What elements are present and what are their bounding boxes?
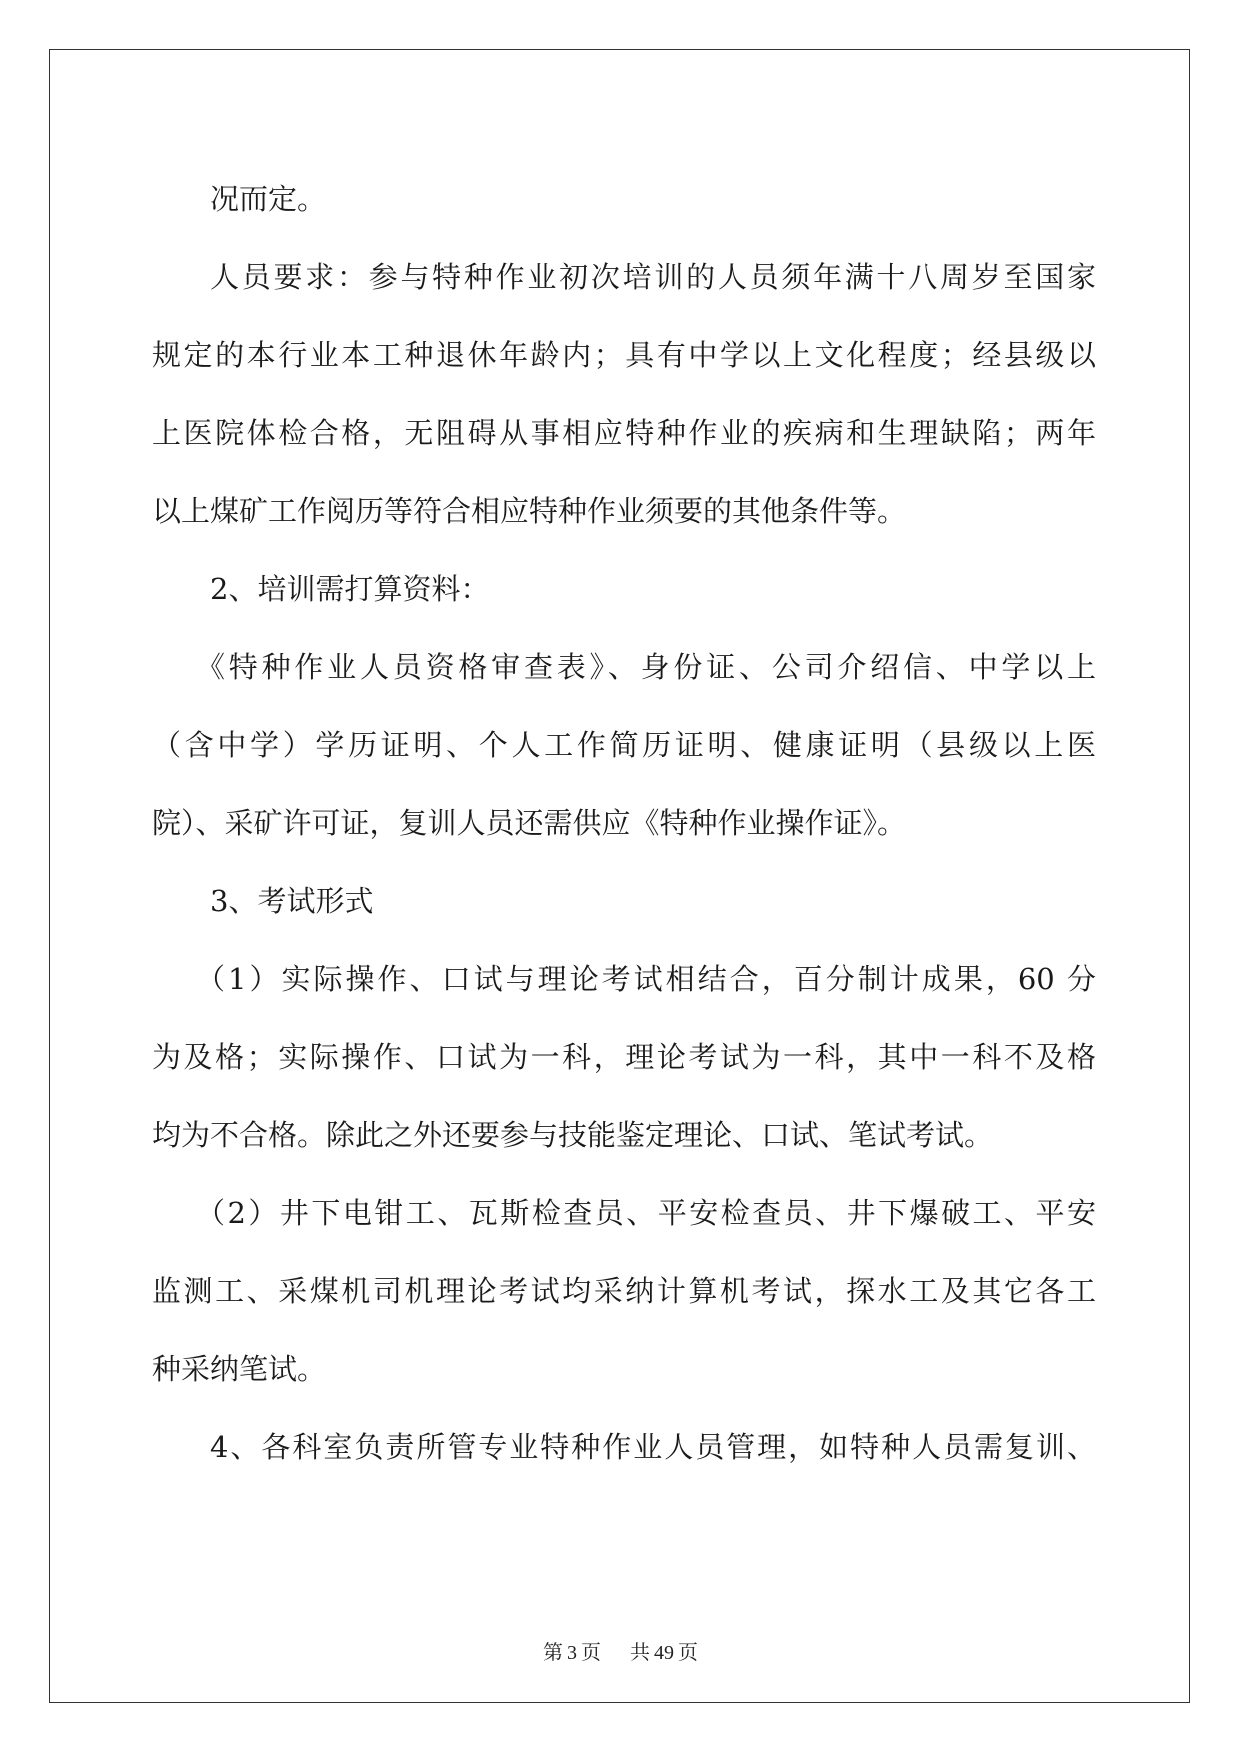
paragraph-line: 人员要求：参与特种作业初次培训的人员须年满十八周岁至国家 xyxy=(210,260,1096,294)
paragraph-line: 规定的本行业本工种退休年龄内；具有中学以上文化程度；经县级以 xyxy=(152,338,1096,372)
document-body xyxy=(152,160,1096,1486)
paragraph-line: 为及格；实际操作、口试为一科，理论考试为一科，其中一科不及格 xyxy=(152,1040,1096,1074)
page-footer xyxy=(0,1636,1241,1665)
paragraph-line: 以上煤矿工作阅历等符合相应特种作业须要的其他条件等。 xyxy=(152,494,907,528)
total-pages: 49 xyxy=(654,1642,674,1664)
section-heading: 4、各科室负责所管专业特种作业人员管理，如特种人员需复训、 xyxy=(210,1430,1096,1464)
page-prefix: 第 xyxy=(543,1642,563,1664)
paragraph-line: 院）、采矿许可证，复训人员还需供应《特种作业操作证》。 xyxy=(152,806,907,840)
paragraph-line: 《特种作业人员资格审查表》、身份证、公司介绍信、中学以上 xyxy=(196,650,1096,684)
total-unit: 页 xyxy=(678,1642,698,1664)
paragraph-line: （1）实际操作、口试与理论考试相结合，百分制计成果，60 分 xyxy=(196,962,1096,996)
paragraph-line: 均为不合格。除此之外还要参与技能鉴定理论、口试、笔试考试。 xyxy=(152,1118,994,1152)
total-prefix: 共 xyxy=(630,1642,650,1664)
section-heading: 2、培训需打算资料： xyxy=(210,572,490,606)
paragraph-line: 况而定。 xyxy=(210,182,327,216)
section-heading: 3、考试形式 xyxy=(210,884,374,918)
page-unit: 页 xyxy=(581,1642,601,1664)
paragraph-line: （含中学）学历证明、个人工作简历证明、健康证明（县级以上医 xyxy=(152,728,1096,762)
paragraph-line: 上医院体检合格，无阻碍从事相应特种作业的疾病和生理缺陷；两年 xyxy=(152,416,1096,450)
paragraph-line: （2）井下电钳工、瓦斯检查员、平安检查员、井下爆破工、平安 xyxy=(196,1196,1096,1230)
paragraph-line: 种采纳笔试。 xyxy=(152,1352,327,1386)
paragraph-line: 监测工、采煤机司机理论考试均采纳计算机考试，探水工及其它各工 xyxy=(152,1274,1096,1308)
page-number: 3 xyxy=(567,1642,577,1664)
